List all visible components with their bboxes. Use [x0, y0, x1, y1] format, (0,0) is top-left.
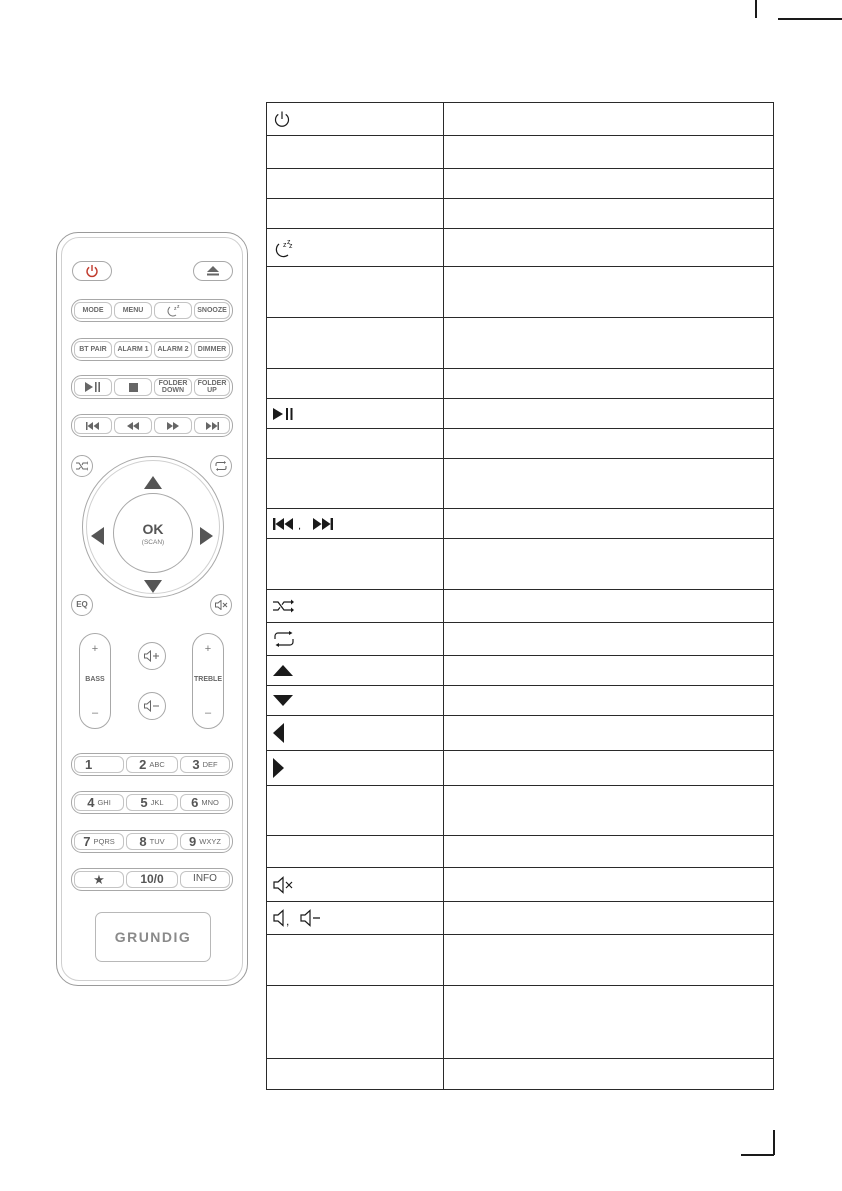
volume-up-icon: [144, 650, 160, 662]
folder-up-button[interactable]: [194, 378, 230, 396]
brand-logo-plate: [95, 912, 211, 962]
shuffle-icon: [273, 599, 437, 613]
nav-down-button[interactable]: [144, 580, 162, 593]
sleep-icon: [165, 304, 181, 318]
mute-button[interactable]: [210, 594, 232, 616]
mute-icon: [215, 600, 228, 610]
function-icon-cell: [267, 199, 444, 229]
repeat-button[interactable]: [210, 455, 232, 477]
table-row: [267, 399, 774, 429]
alarm-1-button[interactable]: [114, 341, 152, 358]
alarm-2-label: ALARM 2: [157, 345, 189, 353]
function-icon-cell: [267, 509, 444, 539]
snooze-label: SNOOZE: [197, 306, 227, 314]
function-description-cell: [444, 509, 774, 539]
function-icon-cell: [267, 868, 444, 902]
volume-up-down-icon: [273, 909, 437, 927]
crop-mark-top: [755, 0, 757, 18]
function-icon-cell: [267, 623, 444, 656]
function-icon-cell: [267, 103, 444, 136]
function-description-cell: [444, 656, 774, 686]
table-row: [267, 1059, 774, 1090]
rewind-button[interactable]: [114, 417, 152, 434]
arrow-left-icon: [273, 723, 437, 743]
function-description-cell: [444, 369, 774, 399]
function-description-cell: [444, 267, 774, 318]
table-row: [267, 199, 774, 229]
ten-zero-label: 10/0: [140, 872, 164, 887]
function-description-cell: [444, 103, 774, 136]
key-7[interactable]: 7 PQRS: [74, 833, 124, 850]
keypad-row-4: [71, 868, 233, 891]
nav-up-button[interactable]: [144, 476, 162, 489]
folder-down-button[interactable]: [154, 378, 192, 396]
table-row: [267, 103, 774, 136]
sleep-icon: [273, 237, 437, 259]
function-icon-cell: [267, 136, 444, 169]
fast-forward-button[interactable]: [154, 417, 192, 434]
eq-button[interactable]: [71, 594, 93, 616]
dimmer-button[interactable]: [194, 341, 230, 358]
dimmer-label: DIMMER: [197, 345, 227, 353]
function-description-cell: [444, 716, 774, 751]
skip-back-button[interactable]: [74, 417, 112, 434]
arrow-up-icon: [273, 665, 437, 676]
fast-forward-icon: [167, 422, 179, 430]
table-row: [267, 169, 774, 199]
key-9[interactable]: 9 WXYZ: [180, 833, 230, 850]
key-10-0[interactable]: [126, 871, 178, 888]
repeat-icon: [215, 461, 227, 471]
function-description-cell: [444, 136, 774, 169]
function-description-cell: [444, 318, 774, 369]
function-description-cell: [444, 836, 774, 868]
function-icon-cell: [267, 169, 444, 199]
function-icon-cell: [267, 267, 444, 318]
function-description-cell: [444, 786, 774, 836]
brand-logo: GRUNDIG: [114, 929, 192, 945]
pair-alarm-row: [71, 338, 233, 361]
folder-up-label: FOLDER UP: [197, 379, 227, 394]
svg-text:,: ,: [286, 914, 290, 927]
table-row: [267, 623, 774, 656]
eject-button[interactable]: [193, 261, 233, 281]
svg-text:z: z: [287, 238, 291, 246]
table-row: [267, 267, 774, 318]
treble-label: TREBLE: [194, 676, 222, 683]
play-pause-button[interactable]: [74, 378, 112, 396]
nav-right-button[interactable]: [200, 527, 213, 545]
folder-down-label: FOLDER DOWN: [158, 379, 188, 394]
stop-icon: [129, 383, 138, 392]
play-pause-icon: [85, 382, 101, 392]
function-description-cell: [444, 590, 774, 623]
sleep-button[interactable]: [154, 302, 192, 319]
function-icon-cell: [267, 1059, 444, 1090]
function-icon-cell: [267, 459, 444, 509]
volume-down-icon: [144, 700, 160, 712]
function-description-cell: [444, 751, 774, 786]
table-row: [267, 751, 774, 786]
function-icon-cell: [267, 786, 444, 836]
info-label: INFO: [193, 873, 217, 885]
key-6[interactable]: 6 MNO: [180, 794, 230, 811]
page-number: [740, 1132, 774, 1154]
ok-label: OK: [142, 520, 164, 537]
function-description-cell: [444, 459, 774, 509]
svg-text:z: z: [177, 303, 180, 310]
menu-button[interactable]: [114, 302, 152, 319]
skip-forward-icon: [205, 422, 219, 430]
function-description-cell: [444, 1059, 774, 1090]
mode-button[interactable]: [74, 302, 112, 319]
table-row: [267, 429, 774, 459]
rewind-icon: [127, 422, 139, 430]
function-icon-cell: [267, 656, 444, 686]
eject-icon: [207, 266, 219, 276]
table-row: [267, 590, 774, 623]
bass-plus: +: [91, 643, 99, 655]
function-description-cell: [444, 868, 774, 902]
function-description-cell: [444, 399, 774, 429]
menu-label: MENU: [122, 306, 144, 314]
svg-text:z: z: [174, 305, 177, 312]
shuffle-icon: [76, 461, 88, 471]
table-row: [267, 716, 774, 751]
table-row: [267, 836, 774, 868]
key-3[interactable]: 3 DEF: [180, 756, 230, 773]
function-description-cell: [444, 935, 774, 986]
ok-scan-button[interactable]: [113, 493, 193, 573]
table-row: [267, 986, 774, 1059]
function-icon-cell: [267, 686, 444, 716]
function-description-cell: [444, 986, 774, 1059]
function-icon-cell: [267, 836, 444, 868]
play-pause-icon: [273, 408, 437, 420]
table-row: [267, 369, 774, 399]
power-icon: [273, 110, 437, 128]
bt-pair-button[interactable]: [74, 341, 112, 358]
table-row: [267, 509, 774, 539]
function-description-cell: [444, 429, 774, 459]
key-2[interactable]: 2 ABC: [126, 756, 178, 773]
table-row: [267, 686, 774, 716]
svg-text:,: ,: [298, 519, 302, 530]
treble-plus: +: [204, 643, 212, 655]
function-icon-cell: [267, 902, 444, 935]
keypad-row-1: [71, 753, 233, 776]
mode-row: [71, 299, 233, 322]
function-icon-cell: [267, 716, 444, 751]
alarm-1-label: ALARM 1: [117, 345, 149, 353]
function-description-cell: [444, 229, 774, 267]
table-row: [267, 935, 774, 986]
bt-pair-label: BT PAIR: [79, 345, 107, 353]
arrow-right-icon: [273, 758, 437, 778]
function-icon-cell: [267, 986, 444, 1059]
mode-label: MODE: [82, 306, 104, 314]
skip-forward-button[interactable]: [194, 417, 230, 434]
table-row: [267, 656, 774, 686]
repeat-icon: [273, 631, 437, 647]
crop-mark-bottom-horizontal: [741, 1154, 774, 1156]
volume-up-button[interactable]: [138, 642, 166, 670]
function-icon-cell: [267, 318, 444, 369]
treble-minus: –: [204, 707, 212, 719]
svg-text:z: z: [283, 241, 287, 249]
function-description-cell: [444, 539, 774, 590]
key-4[interactable]: 4 GHI: [74, 794, 124, 811]
table-row: [267, 902, 774, 935]
table-row: [267, 318, 774, 369]
table-row: [267, 136, 774, 169]
power-icon: [85, 264, 99, 278]
function-icon-cell: [267, 399, 444, 429]
scan-label: (SCAN): [141, 538, 165, 546]
favorite-button[interactable]: [74, 871, 124, 888]
function-icon-cell: [267, 590, 444, 623]
function-icon-cell: [267, 751, 444, 786]
function-icon-cell: [267, 369, 444, 399]
function-description-cell: [444, 199, 774, 229]
key-8[interactable]: 8 TUV: [126, 833, 178, 850]
info-button[interactable]: [180, 871, 230, 888]
skip-row: [71, 414, 233, 437]
function-icon-cell: [267, 229, 444, 267]
table-row: [267, 786, 774, 836]
key-5[interactable]: 5 JKL: [126, 794, 178, 811]
function-table: [266, 102, 774, 1090]
function-description-cell: [444, 902, 774, 935]
skip-back-icon: [86, 422, 100, 430]
eq-label: EQ: [76, 599, 88, 609]
table-row: [267, 539, 774, 590]
keypad-row-3: [71, 830, 233, 853]
function-description-cell: [444, 686, 774, 716]
function-description-cell: [444, 623, 774, 656]
function-icon-cell: [267, 539, 444, 590]
snooze-button[interactable]: [194, 302, 230, 319]
table-row: [267, 229, 774, 267]
mute-icon: [273, 876, 437, 894]
playback-row: [71, 375, 233, 399]
function-icon-cell: [267, 429, 444, 459]
star-icon: ★: [93, 871, 105, 887]
key-1[interactable]: 1: [74, 756, 124, 773]
bass-minus: –: [91, 707, 99, 719]
volume-down-button[interactable]: [138, 692, 166, 720]
table-row: [267, 868, 774, 902]
treble-control[interactable]: [192, 633, 224, 729]
stop-button[interactable]: [114, 378, 152, 396]
shuffle-button[interactable]: [71, 455, 93, 477]
svg-text:z: z: [289, 242, 293, 250]
skip-back-forward-icon: [273, 518, 437, 530]
function-description-cell: [444, 169, 774, 199]
function-icon-cell: [267, 935, 444, 986]
bass-control[interactable]: [79, 633, 111, 729]
power-button[interactable]: [72, 261, 112, 281]
bass-label: BASS: [85, 676, 105, 683]
keypad-row-2: [71, 791, 233, 814]
arrow-down-icon: [273, 695, 437, 706]
alarm-2-button[interactable]: [154, 341, 192, 358]
table-row: [267, 459, 774, 509]
crop-mark-top-horizontal: [778, 18, 842, 20]
nav-left-button[interactable]: [91, 527, 104, 545]
